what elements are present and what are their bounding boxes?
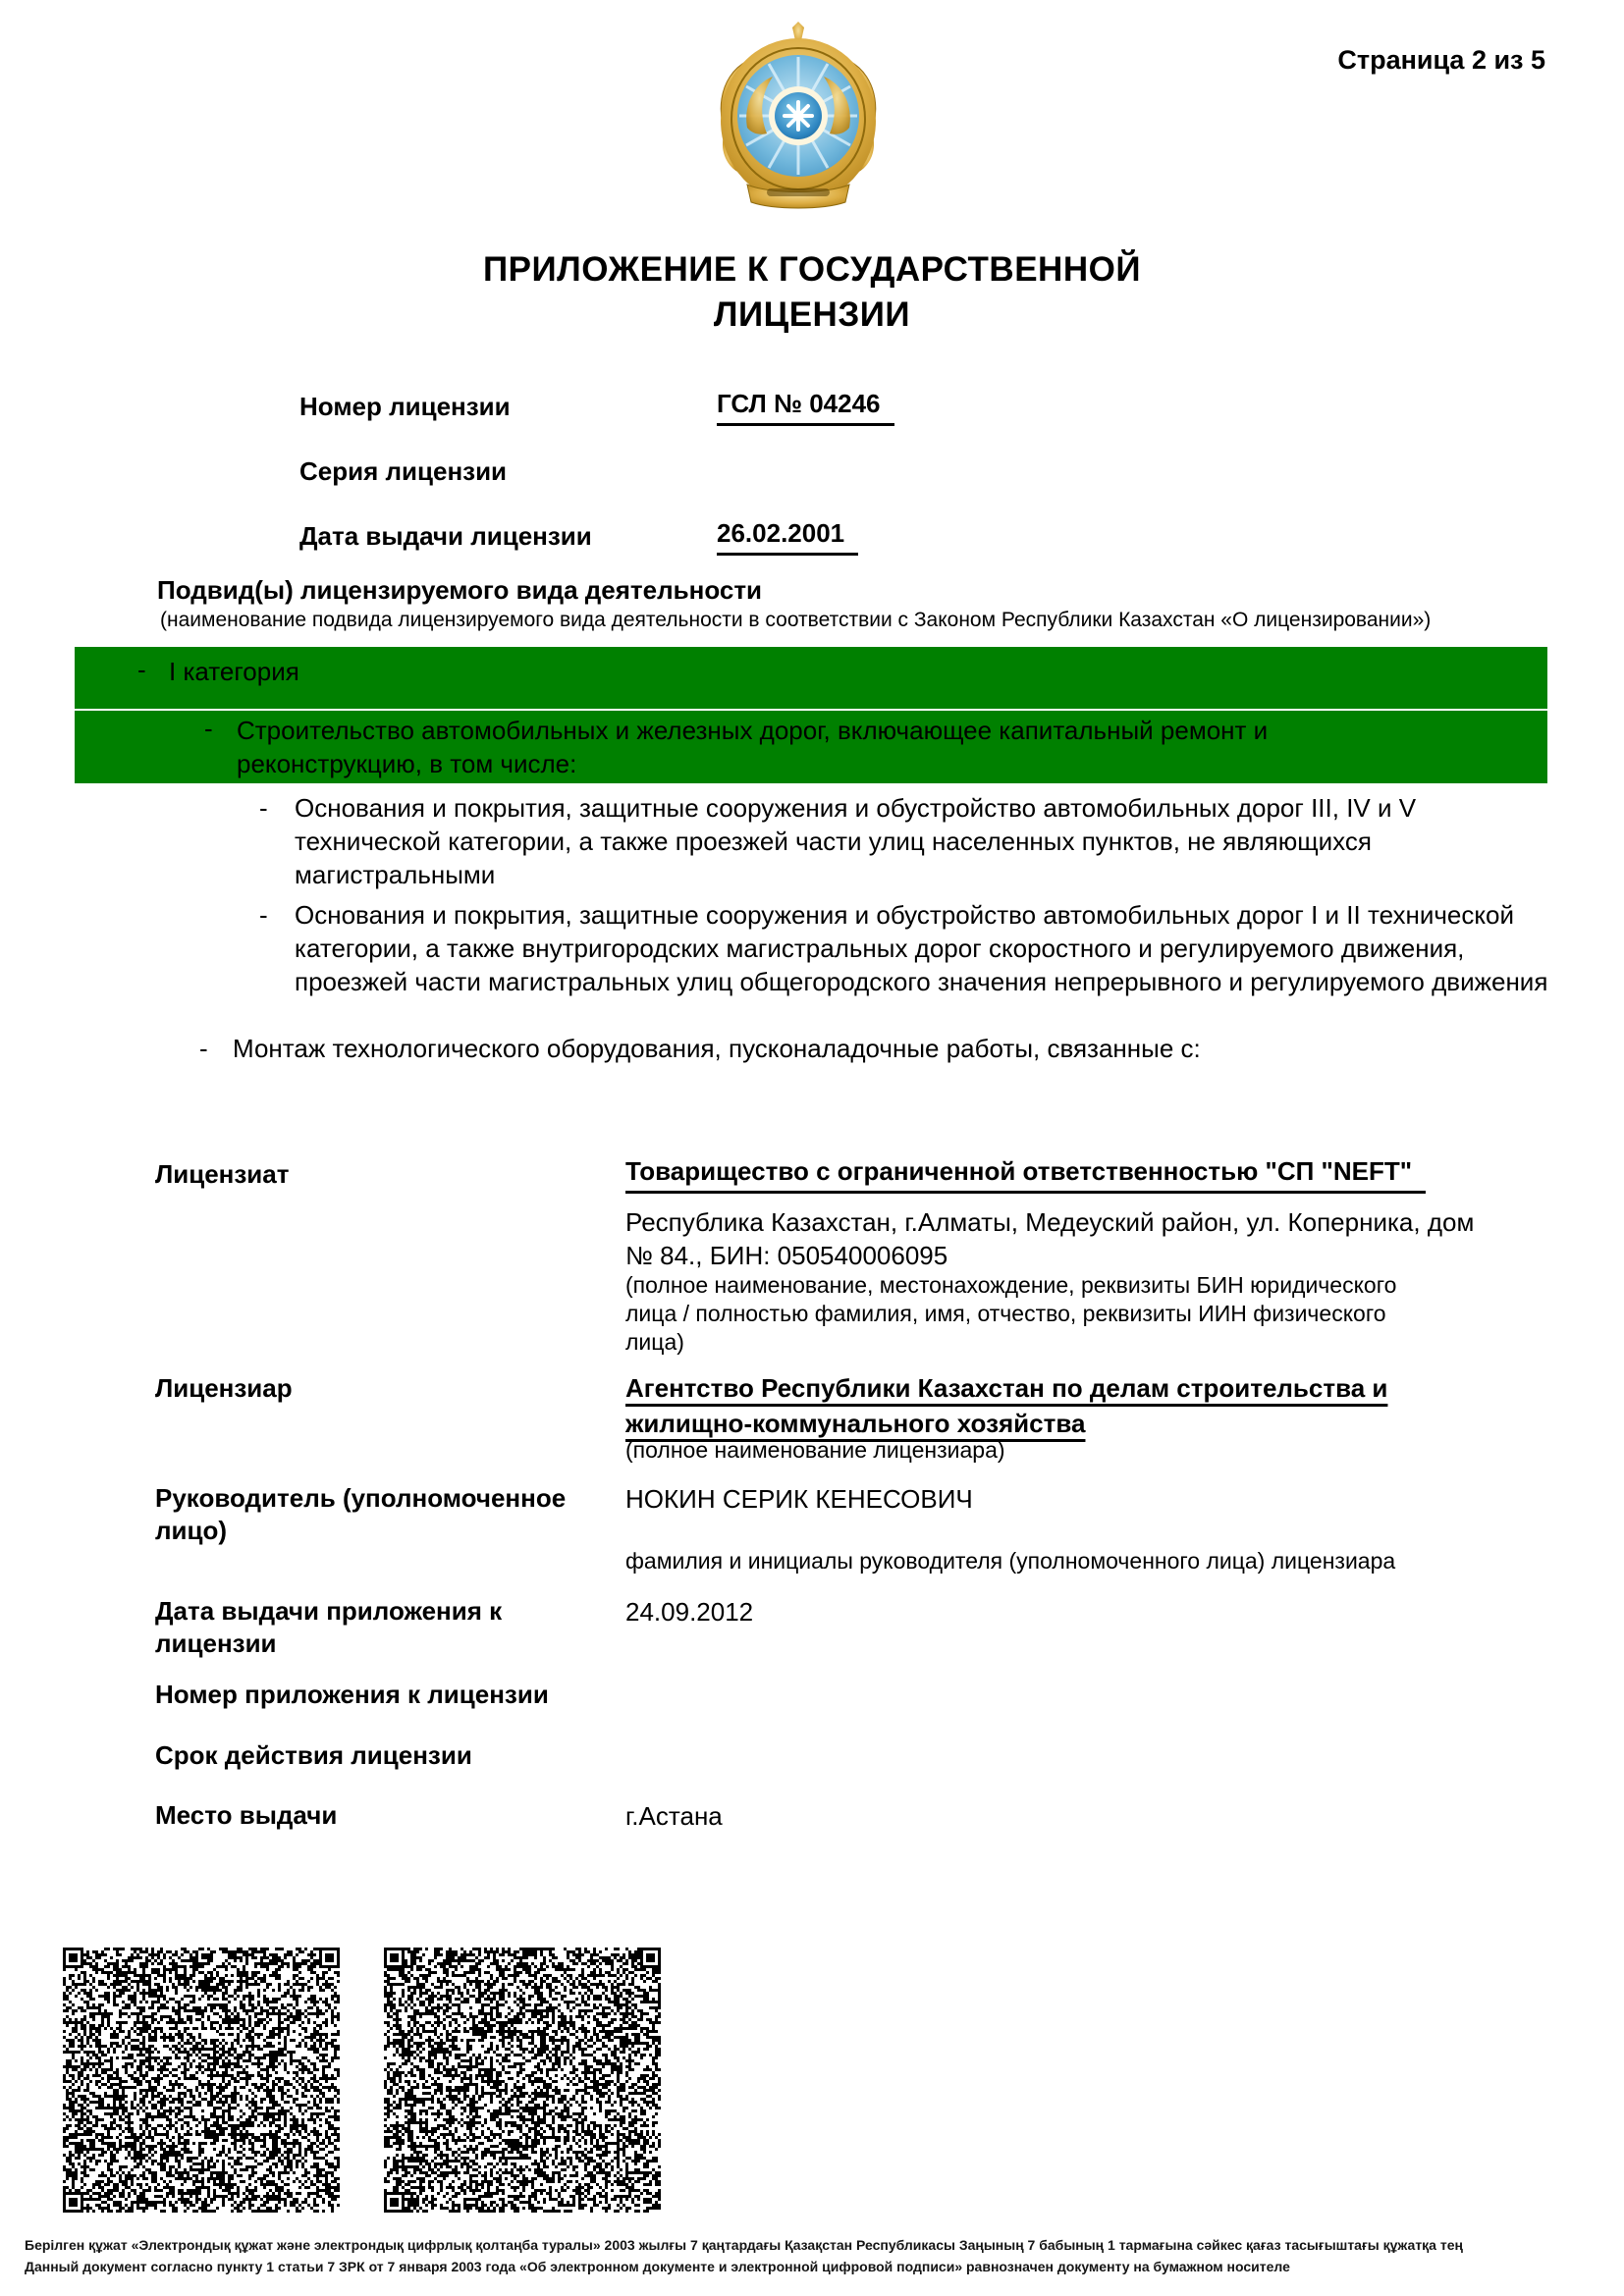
subtypes-heading: Подвид(ы) лицензируемого вида деятельности (157, 575, 763, 605)
sub-item-1: - Основания и покрытия, защитные сооружения и обустройство автомобильных дорог III, IV и V технической категории, а также проезжей части улиц населенных пунктов, не являющихся магистральными (259, 793, 1417, 889)
list-dash: - (259, 793, 268, 823)
footer-line-russian: Данный документ согласно пункту 1 статьи 7 ЗРК от 7 января 2003 года «Об электронном документе и электронной цифровой подписи» равнозначен документу на бумажном носителе (25, 2259, 1290, 2274)
appendix-date-value: 24.09.2012 (625, 1597, 754, 1627)
licensee-note: (полное наименование, местонахождение, реквизиты БИН юридического лица / полностью фамилия, имя, отчество, реквизиты ИИН физического лица) (625, 1272, 1397, 1355)
list-dash: - (199, 1034, 208, 1063)
license-issue-date-label: Дата выдачи лицензии (299, 521, 592, 551)
appendix-date-label: Дата выдачи приложения к лицензии (155, 1596, 503, 1658)
highlight-category-item-bar (75, 711, 1547, 783)
document-title-line-1: ПРИЛОЖЕНИЕ К ГОСУДАРСТВЕННОЙ (483, 250, 1141, 289)
licensor-label: Лицензиар (155, 1373, 293, 1403)
document-title-line-2: ЛИЦЕНЗИИ (713, 295, 911, 334)
validity-label: Срок действия лицензии (155, 1740, 472, 1770)
license-series-label: Серия лицензии (299, 456, 508, 486)
montage-item: - Монтаж технологического оборудования, пусконаладочные работы, связанные с: (199, 1034, 1201, 1063)
license-issue-date-value: 26.02.2001 (717, 518, 858, 556)
category-label: I категория (169, 657, 299, 686)
list-dash: - (204, 714, 213, 743)
document-title (0, 247, 1624, 338)
list-dash: - (259, 900, 268, 930)
licensee-label: Лицензиат (155, 1159, 290, 1189)
qr-code-left (63, 1948, 342, 2215)
page-indicator: Страница 2 из 5 (1337, 45, 1545, 75)
sub-item-2: - Основания и покрытия, защитные сооружения и обустройство автомобильных дорог I и II технической категории, а также внутригородских магистральных дорог скоростного и регулируемого движения, проезжей части магистральных улиц общегородского значения непрерывного и регулируемого движения (259, 900, 1548, 996)
license-number-label: Номер лицензии (299, 392, 511, 421)
licensor-note: (полное наименование лицензиара) (625, 1437, 1005, 1463)
highlight-category-bar (75, 647, 1547, 709)
kazakhstan-coat-of-arms-icon (710, 20, 887, 221)
place-value: г.Астана (625, 1801, 723, 1831)
head-value: НОКИН СЕРИК КЕНЕСОВИЧ (625, 1484, 973, 1514)
subtypes-subheading: (наименование подвида лицензируемого вида деятельности в соответствии с Законом Республики Казахстан «О лицензировании») (160, 609, 1432, 631)
footer-line-kazakh: Берілген құжат «Электрондық құжат және электрондық цифрлық қолтаңба туралы» 2003 жылғы 7 қаңтардағы Қазақстан Республикасы Заңының 7 бабының 1 тармағына сәйкес қағаз тасығыштағы құжатқа тең (25, 2237, 1463, 2253)
licensee-address: Республика Казахстан, г.Алматы, Медеуский район, ул. Коперника, дом № 84., БИН: 050540006095 (625, 1207, 1475, 1270)
appendix-number-label: Номер приложения к лицензии (155, 1680, 549, 1709)
license-number-value: ГСЛ № 04246 (717, 389, 894, 426)
licensee-name: Товарищество с ограниченной ответственностью "СП "NEFT" (625, 1156, 1426, 1194)
category-item-text: Строительство автомобильных и железных дорог, включающее капитальный ремонт и реконструкцию, в том числе: (237, 716, 1269, 778)
head-label: Руководитель (уполномоченное лицо) (155, 1483, 567, 1545)
list-dash: - (137, 655, 146, 684)
place-label: Место выдачи (155, 1800, 338, 1830)
footer-legal-text (25, 2234, 1610, 2277)
qr-code-right (384, 1948, 663, 2215)
licensor-name: Агентство Республики Казахстан по делам строительства и жилищно-коммунального хозяйства (625, 1373, 1388, 1438)
head-note: фамилия и инициалы руководителя (уполномоченного лица) лицензиара (625, 1548, 1396, 1574)
